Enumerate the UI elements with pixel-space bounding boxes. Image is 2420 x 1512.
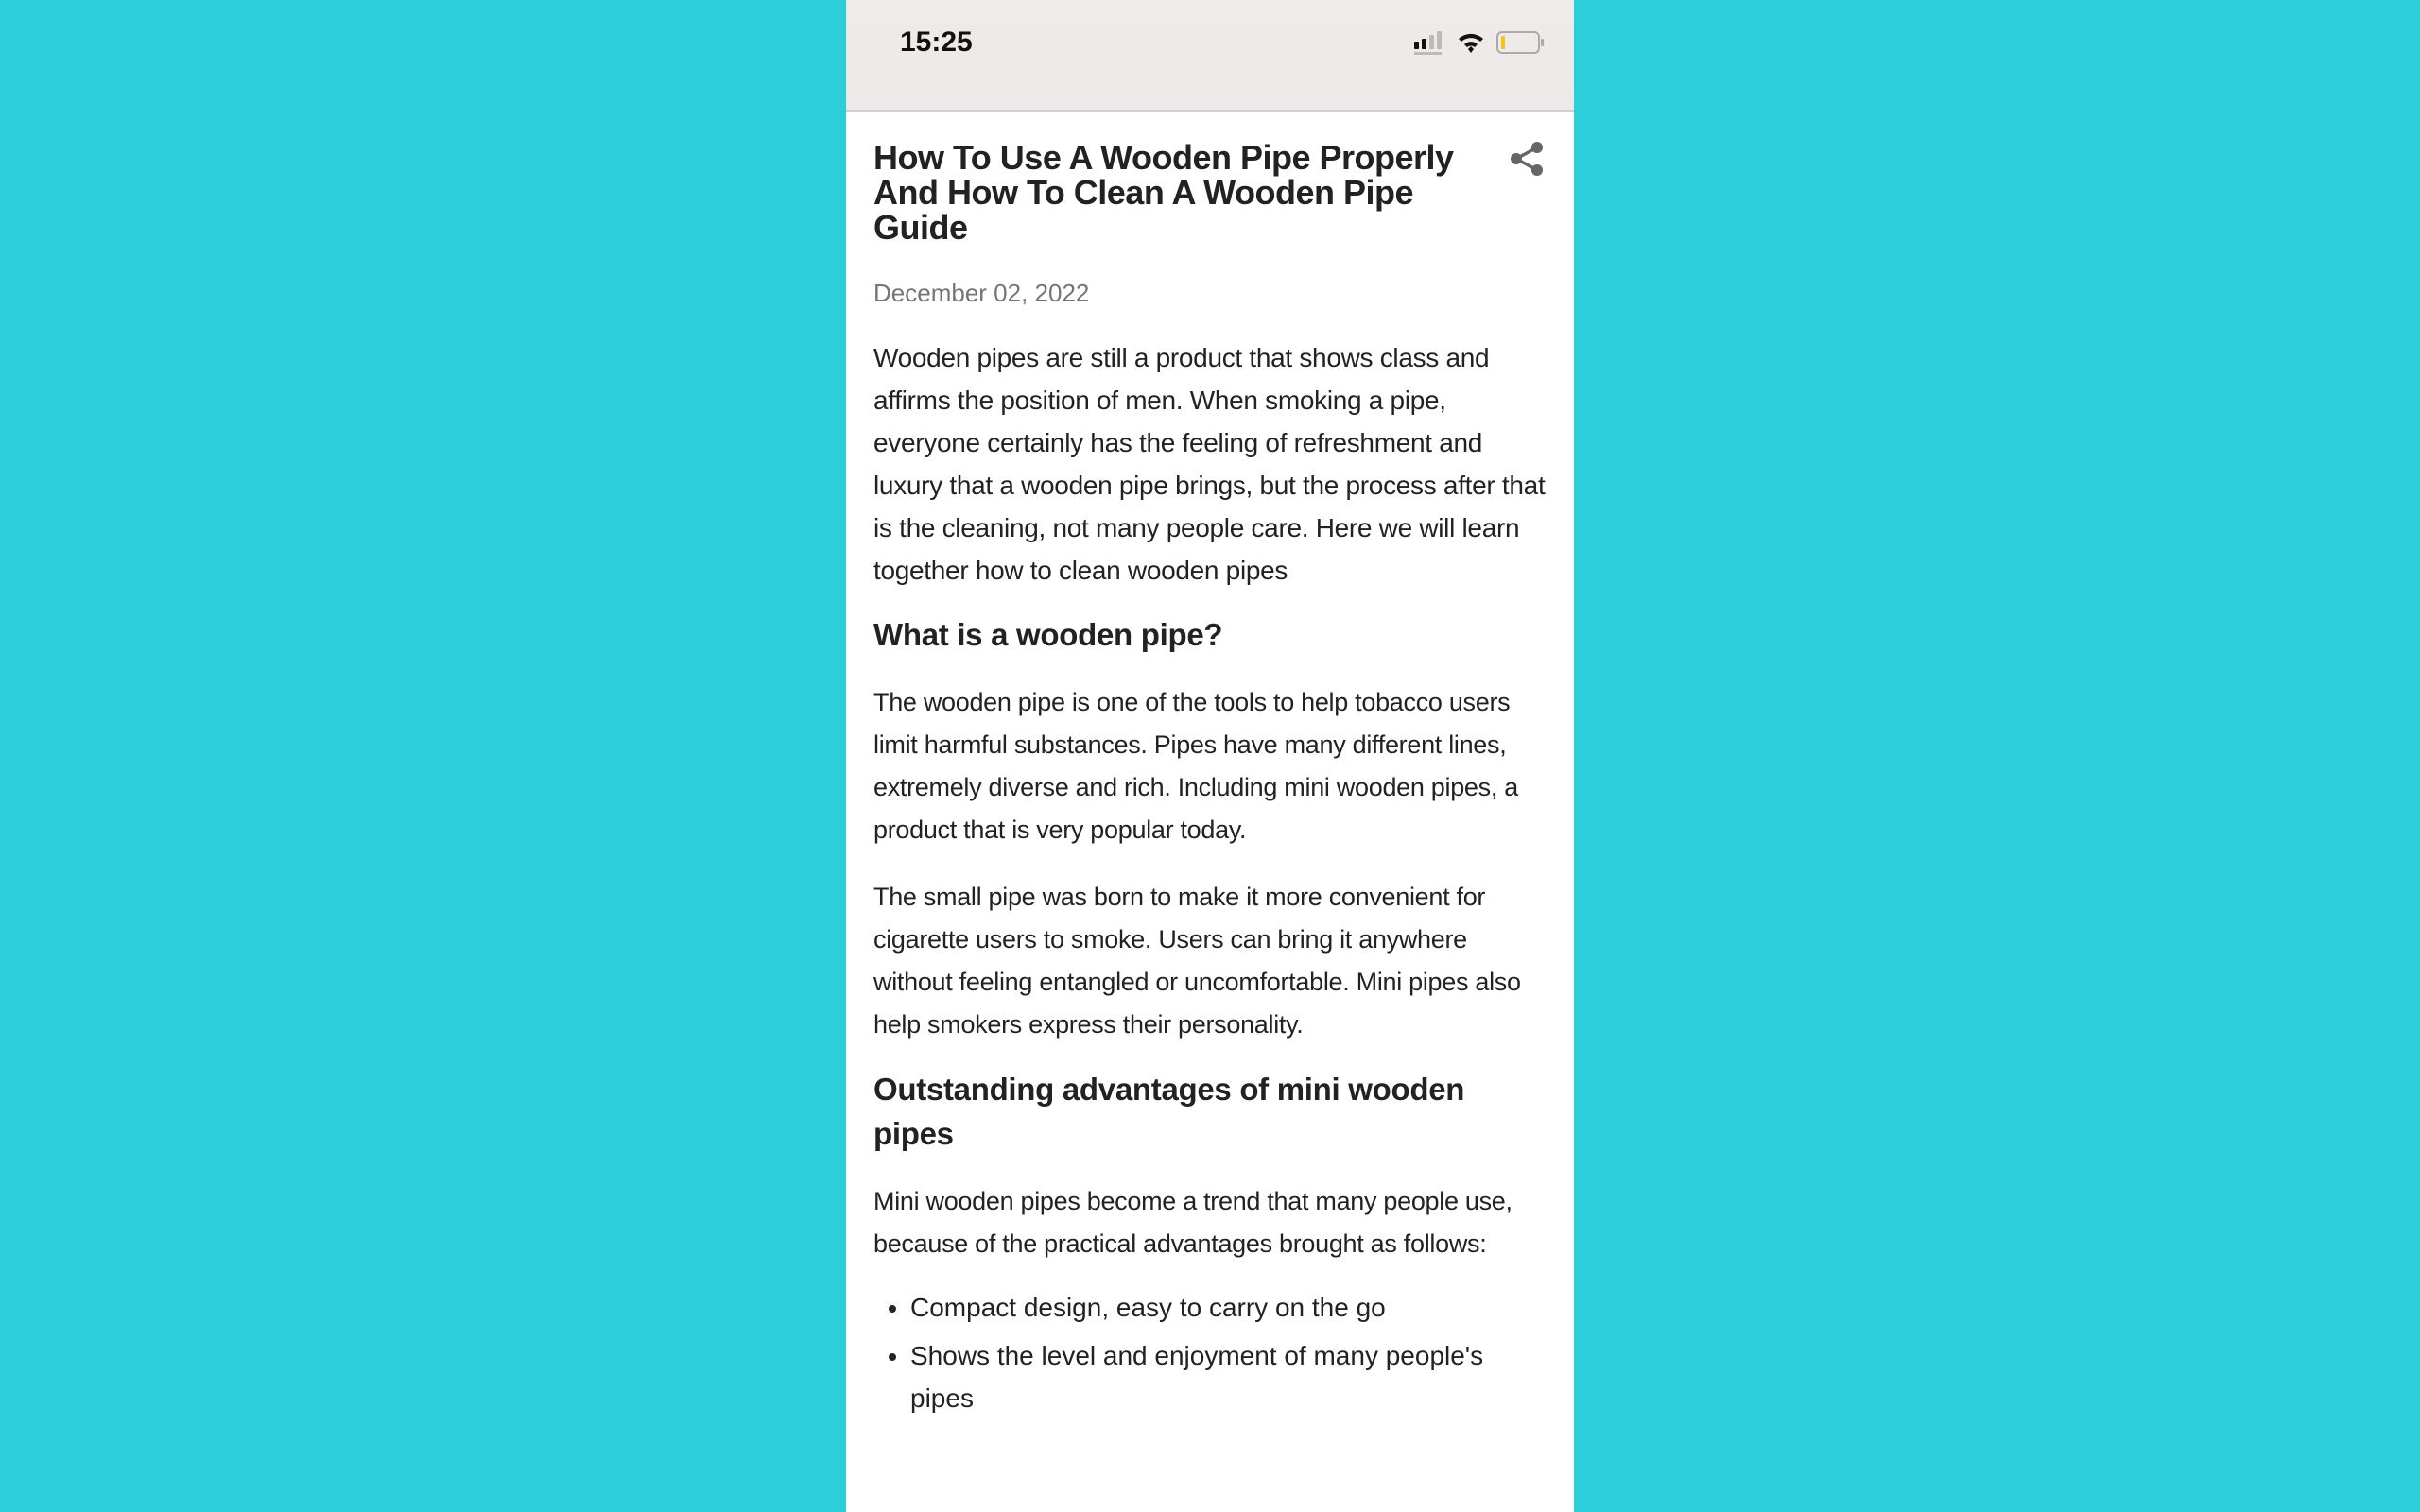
section-heading: What is a wooden pipe? [873, 617, 1223, 652]
paragraph: Mini wooden pipes become a trend that many people use, because of the practical advantages brought as follows: [873, 1187, 1512, 1258]
article-date: December 02, 2022 [873, 279, 1090, 307]
article [846, 112, 1574, 1419]
section-heading: Outstanding advantages of mini wooden pipes [873, 1072, 1465, 1151]
wifi-icon [1457, 31, 1485, 54]
share-icon[interactable] [1508, 140, 1546, 178]
phone-screen [846, 0, 1574, 1512]
list-item: • Compact design, easy to carry on the go [910, 1286, 1546, 1329]
list-item: • Shows the level and enjoyment of many people's pipes [910, 1334, 1546, 1419]
paragraph: The wooden pipe is one of the tools to help tobacco users limit harmful substances. Pipes have many different lines, extremely diverse and rich. Including mini wooden pipes, a product that is very popular today. [873, 688, 1518, 844]
article-title: How To Use A Wooden Pipe Properly And How To Clean A Wooden Pipe Guide [873, 138, 1454, 247]
status-time: 15:25 [900, 26, 973, 58]
status-bar [846, 0, 1574, 112]
battery-low-icon [1496, 30, 1546, 55]
cellular-signal-icon [1413, 30, 1445, 55]
advantages-list [873, 1286, 1546, 1419]
intro-paragraph: Wooden pipes are still a product that shows class and affirms the position of men. When smoking a pipe, everyone certainly has the feeling of refreshment and luxury that a wooden pipe brings, but the process after that is the cleaning, not many people care. Here we will learn together how to clean wooden pipes [873, 343, 1546, 585]
paragraph: The small pipe was born to make it more convenient for cigarette users to smoke. Users can bring it anywhere without feeling entangled or uncomfortable. Mini pipes also help smokers express their personality. [873, 883, 1521, 1039]
